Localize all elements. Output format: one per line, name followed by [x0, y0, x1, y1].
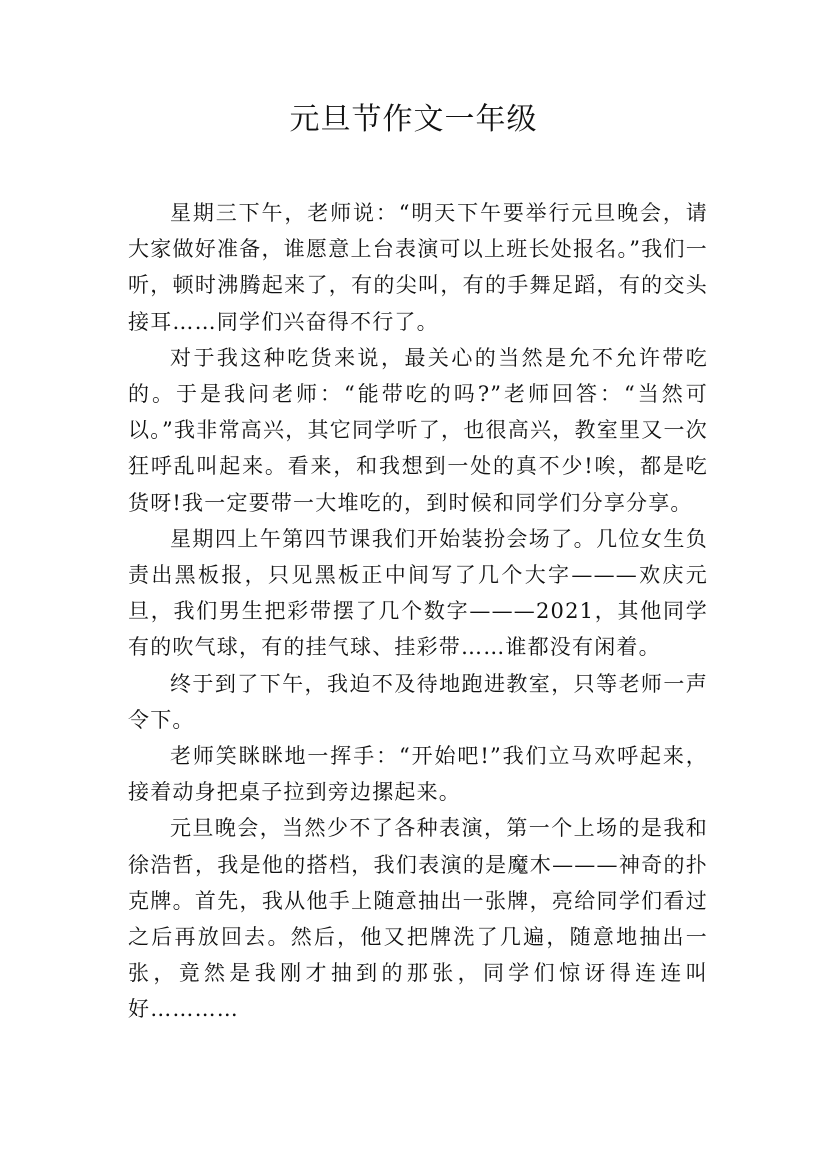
paragraph: 老师笑眯眯地一挥手：“开始吧!”我们立马欢呼起来，接着动身把桌子拉到旁边摞起来。	[128, 744, 708, 805]
paragraph: 星期四上午第四节课我们开始装扮会场了。几位女生负责出黑板报，只见黑板正中间写了几个大字———欢庆元旦，我们男生把彩带摆了几个数字———2021，其他同学有的吹气球，有的挂气球、挂彩带……谁都没有闲着。	[128, 526, 708, 660]
document-title: 元旦节作文一年级	[289, 102, 538, 137]
paragraph: 星期三下午，老师说：“明天下午要举行元旦晚会，请大家做好准备，谁愿意上台表演可以上班长处报名。”我们一听，顿时沸腾起来了，有的尖叫，有的手舞足蹈，有的交头接耳……同学们兴奋得不行了。	[128, 201, 708, 334]
document-body	[128, 195, 708, 1028]
paragraph: 对于我这种吃货来说，最关心的当然是允不允许带吃的。于是我问老师：“能带吃的吗?”老师回答：“当然可以。”我非常高兴，其它同学听了，也很高兴，教室里又一次狂呼乱叫起来。看来，和我想到一处的真不少!唉，都是吃货呀!我一定要带一大堆吃的，到时候和同学们分享分享。	[128, 345, 708, 515]
paragraph: 终于到了下午，我迫不及待地跑进教室，只等老师一声令下。	[128, 671, 708, 732]
paragraph: 元旦晚会，当然少不了各种表演，第一个上场的是我和徐浩哲，我是他的搭档，我们表演的是魔木———神奇的扑克牌。首先，我从他手上随意抽出一张牌，亮给同学们看过之后再放回去。然后，他又把牌洗了几遍，随意地抽出一张，竟然是我刚才抽到的那张，同学们惊讶得连连叫好…………	[128, 816, 708, 1022]
